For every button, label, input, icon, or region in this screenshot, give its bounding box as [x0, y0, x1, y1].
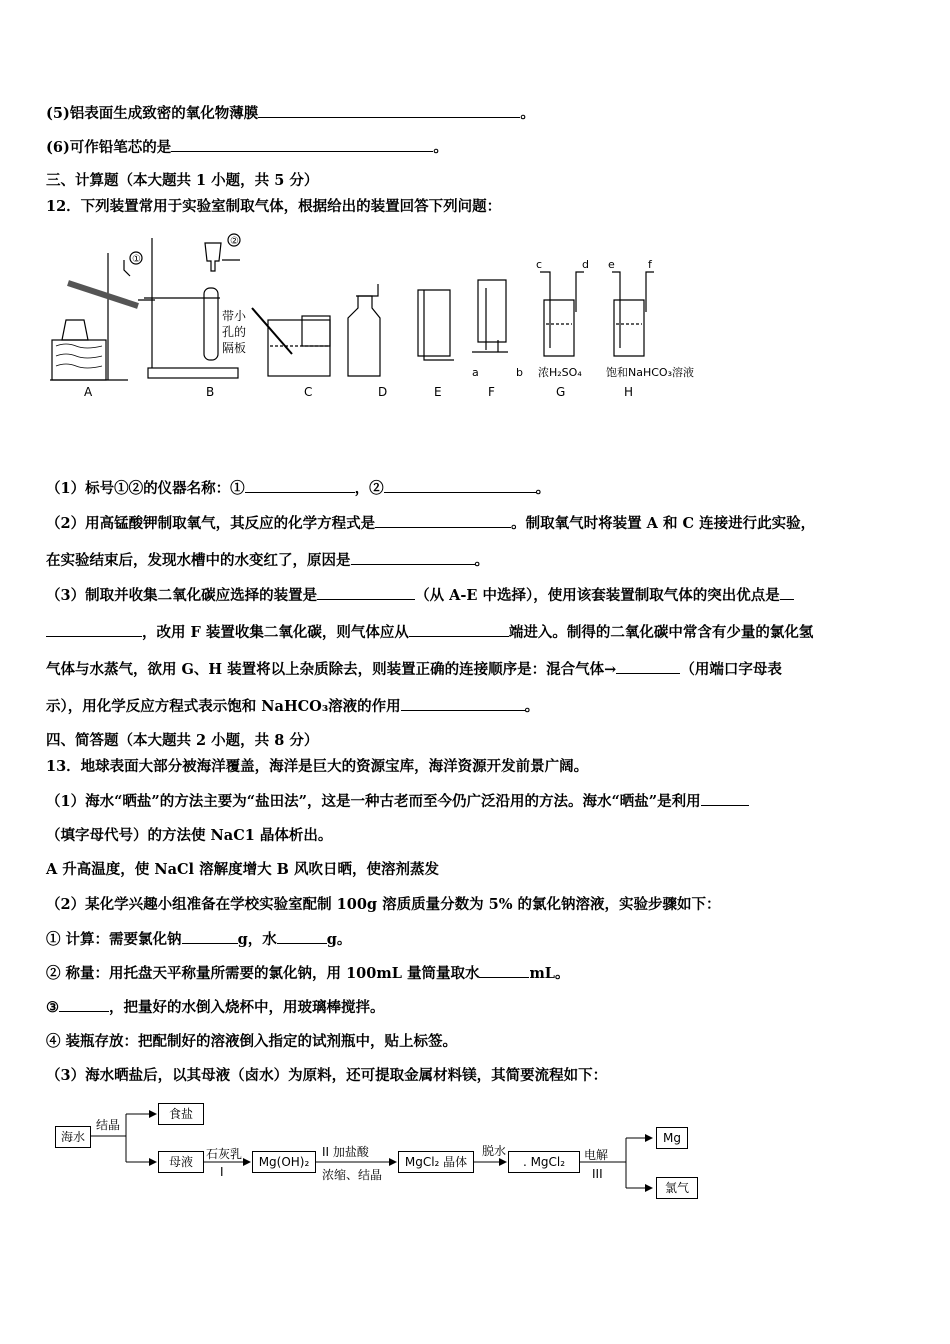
- q13-part3: （3）海水晒盐后，以其母液（卤水）为原料，还可提取金属材料镁，其简要流程如下：: [46, 1067, 608, 1084]
- svg-text:f: f: [648, 258, 652, 271]
- q12-part3-line2: ，改用 F 装置收集二氧化碳，则气体应从 端进入。制得的二氧化碳中常含有少量的氯化氢: [46, 622, 813, 643]
- flow-mg: Mg: [656, 1127, 688, 1149]
- svg-text:d: d: [582, 258, 589, 271]
- test-tube-b: [204, 288, 218, 360]
- q13-blank-5[interactable]: [59, 997, 109, 1012]
- test-tube-a: [68, 283, 138, 306]
- svg-text:e: e: [608, 258, 615, 271]
- q6-blank[interactable]: [171, 137, 433, 152]
- wash-bottle-h: [614, 300, 644, 356]
- q13-blank-3[interactable]: [277, 929, 327, 944]
- svg-text:G: G: [556, 385, 566, 399]
- svg-text:隔板: 隔板: [222, 341, 247, 355]
- q12-stem: 12．下列装置常用于实验室制取气体，根据给出的装置回答下列问题：: [46, 198, 502, 215]
- q12-part3-line1: （3）制取并收集二氧化碳应选择的装置是 （从 A-E 中选择），使用该套装置制取气体的突出优点是: [46, 585, 794, 606]
- flow-arrows: [40, 1096, 720, 1206]
- q13-part1-line2: （填字母代号）的方法使 NaC1 晶体析出。: [46, 827, 333, 844]
- q13-blank-2[interactable]: [182, 929, 238, 944]
- q12-part3-line3: 气体与水蒸气，欲用 G、H 装置将以上杂质除去，则装置正确的连接顺序是：混合气体→ （用端口字母表: [46, 661, 782, 678]
- q12-part2-line1: （2）用高锰酸钾制取氧气，其反应的化学方程式是 。制取氧气时将装置 A 和 C 连接进行此实验，: [46, 515, 816, 532]
- water-trough: [268, 320, 330, 376]
- q13-stem: 13．地球表面大部分被海洋覆盖，海洋是巨大的资源宝库，海洋资源开发前景广阔。: [46, 758, 589, 775]
- flow-step2-label: II 加盐酸: [322, 1145, 369, 1159]
- q13-step2: ② 称量：用托盘天平称量所需要的氯化钠，用 100mL 量筒量取水 mL。: [46, 965, 570, 982]
- q12-part3-line4: 示），用化学反应方程式表示饱和 NaHCO₃溶液的作用 。: [46, 698, 540, 715]
- svg-text:带小: 带小: [222, 309, 247, 323]
- svg-text:a: a: [472, 366, 479, 379]
- svg-text:b: b: [516, 366, 523, 379]
- flow-mgoh2: Mg(OH)₂: [252, 1151, 316, 1173]
- q12-part2-line2: 在实验结束后，发现水槽中的水变红了，原因是 。: [46, 552, 489, 569]
- q13-options: A 升高温度，使 NaCl 溶解度增大 B 风吹日晒，使溶剂蒸发: [46, 861, 439, 878]
- svg-text:C: C: [304, 385, 313, 399]
- svg-text:①: ①: [132, 254, 141, 265]
- svg-text:B: B: [206, 385, 215, 399]
- svg-text:②: ②: [230, 236, 239, 247]
- svg-text:饱和NaHCO₃溶液: 饱和NaHCO₃溶液: [606, 366, 694, 379]
- q12-blank-6[interactable]: [46, 622, 142, 637]
- bottle-e: [418, 290, 450, 356]
- flow-step3-label: III: [592, 1167, 603, 1181]
- flow-crystallize-label: 结晶: [96, 1118, 121, 1132]
- q13-blank-1[interactable]: [701, 791, 749, 806]
- q13-blank-4[interactable]: [479, 963, 529, 978]
- q12-blank-9[interactable]: [401, 696, 525, 711]
- svg-text:H: H: [624, 385, 634, 399]
- flow-mgcl2: . MgCl₂: [508, 1151, 580, 1173]
- svg-text:E: E: [434, 385, 442, 399]
- svg-text:F: F: [488, 385, 495, 399]
- svg-text:D: D: [378, 385, 388, 399]
- q5-line: (5)铝表面生成致密的氧化物薄膜 。: [46, 105, 535, 122]
- flow-electrolysis-label: 电解: [584, 1148, 609, 1162]
- svg-text:A: A: [84, 385, 93, 399]
- apparatus-a-block: [52, 340, 106, 380]
- q13-step4: ④ 装瓶存放：把配制好的溶液倒入指定的试剂瓶中，贴上标签。: [46, 1033, 458, 1050]
- q12-part1: （1）标号①②的仪器名称：① ，② 。: [46, 480, 551, 497]
- q5-blank[interactable]: [258, 103, 520, 118]
- q12-blank-5[interactable]: [317, 585, 415, 600]
- svg-text:孔的: 孔的: [222, 325, 247, 339]
- q13-step3: ③ ，把量好的水倒入烧杯中，用玻璃棒搅拌。: [46, 999, 385, 1016]
- q12-blank-1[interactable]: [245, 478, 355, 493]
- flow-salt: 食盐: [158, 1103, 204, 1125]
- bottle-f: [478, 280, 506, 342]
- flow-lime-label: 石灰乳: [206, 1147, 243, 1161]
- q12-blank-3[interactable]: [375, 513, 511, 528]
- wash-bottle-g: [544, 300, 574, 356]
- section-3-heading: 三、计算题（本大题共 1 小题，共 5 分）: [46, 172, 319, 189]
- alcohol-lamp: [62, 320, 88, 340]
- q12-blank-8[interactable]: [616, 659, 680, 674]
- q6-line: (6)可作铅笔芯的是 。: [46, 139, 448, 156]
- q13-part2: （2）某化学兴趣小组准备在学校实验室配制 100g 溶质质量分数为 5% 的氯化钠溶液，实验步骤如下：: [46, 896, 721, 913]
- section-4-heading: 四、简答题（本大题共 2 小题，共 8 分）: [46, 732, 319, 749]
- flow-step1-label: I: [220, 1165, 224, 1179]
- svg-text:浓H₂SO₄: 浓H₂SO₄: [538, 366, 582, 379]
- flow-mother-liquor: 母液: [158, 1151, 204, 1173]
- q13-part1-line1: （1）海水“晒盐”的方法主要为“盐田法”，这是一种古老而至今仍广泛沿用的方法。海水“晒盐”是利用: [46, 791, 749, 812]
- q12-blank-7[interactable]: [409, 622, 509, 637]
- q12-blank-6a[interactable]: [780, 585, 794, 600]
- flow-dehydrate-label: 脱水: [482, 1144, 507, 1158]
- q12-blank-4[interactable]: [351, 550, 475, 565]
- separatory-funnel: [205, 243, 221, 271]
- flow-mgcl2-crystal: MgCl₂ 晶体: [398, 1151, 474, 1173]
- flow-concentrate-label: 浓缩、结晶: [322, 1168, 383, 1182]
- q12-blank-2[interactable]: [384, 478, 536, 493]
- flow-chlorine: 氯气: [656, 1177, 698, 1199]
- bottle-d: [348, 296, 380, 376]
- apparatus-figure: [40, 228, 740, 413]
- svg-text:c: c: [536, 258, 543, 271]
- q13-step1: ① 计算：需要氯化钠 g，水 g。: [46, 931, 352, 948]
- flow-seawater: 海水: [55, 1126, 91, 1148]
